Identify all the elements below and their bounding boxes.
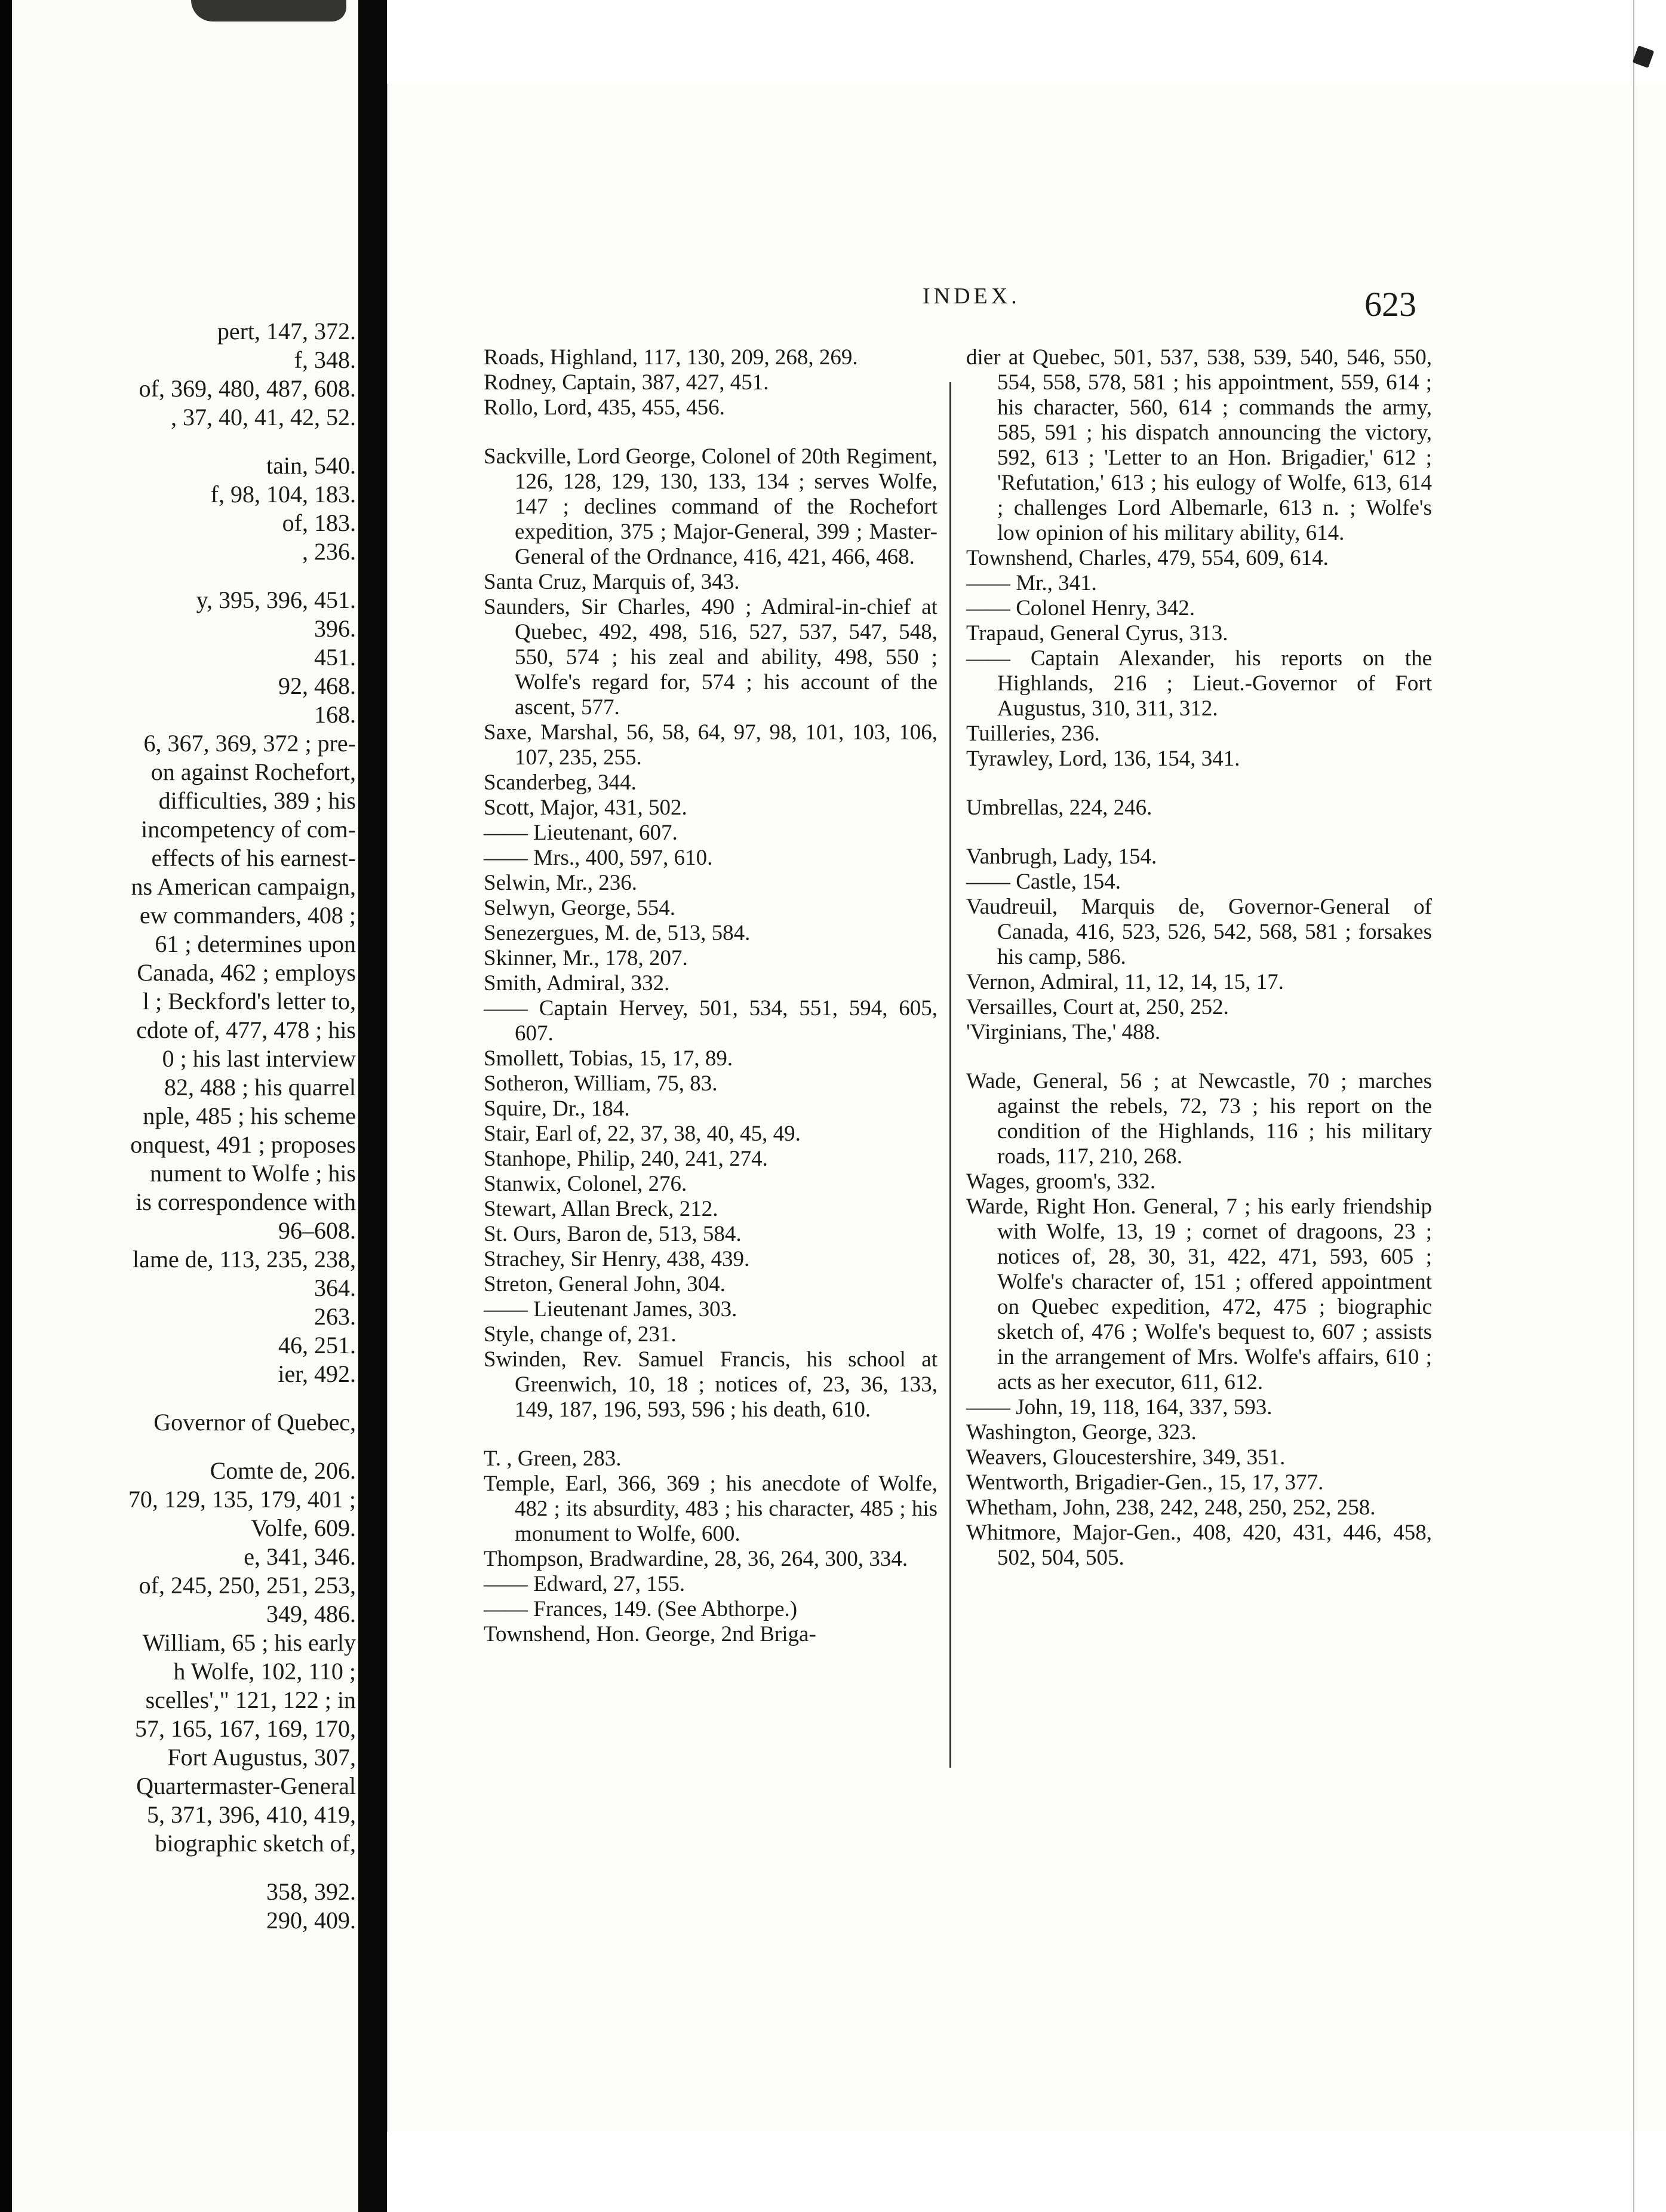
index-entry: Santa Cruz, Marquis of, 343. [484, 570, 740, 594]
left-page-fragment: 168. [314, 701, 356, 728]
left-page-fragment: 358, 392. [266, 1878, 356, 1905]
left-page-fragment: 57, 165, 167, 169, 170, [135, 1715, 356, 1742]
left-page-fragment: scelles'," 121, 122 ; in [145, 1686, 356, 1713]
entry-gap [484, 420, 937, 444]
left-page-fragment: 5, 371, 396, 410, 419, [147, 1801, 356, 1828]
index-entry: Tyrawley, Lord, 136, 154, 341. [966, 746, 1240, 771]
entry-gap [966, 821, 1432, 844]
index-entry: Rodney, Captain, 387, 427, 451. [484, 370, 769, 395]
index-entry: T. , Green, 283. [484, 1446, 622, 1471]
index-entry: 'Virginians, The,' 488. [966, 1020, 1161, 1044]
index-entry: Thompson, Bradwardine, 28, 36, 264, 300, 334. [484, 1547, 908, 1571]
left-page-fragment: Governor of Quebec, [153, 1409, 356, 1436]
index-entry: Warde, Right Hon. General, 7 ; his early friendship with Wolfe, 13, 19 ; cornet of dragoons, 23 ; notices of, 28, 30, 31, 422, 471, 593, 605 ; Wolfe's character of, 151 ; offered appointment on Quebec expedition, 472, 475 ; biographic sketch of, 476 ; Wolfe's bequest to, 607 ; assists in the arrangement of Mrs. Wolfe's affairs, 610 ; acts as her executor, 611, 612. [966, 1194, 1432, 1394]
index-entry: Smith, Admiral, 332. [484, 971, 670, 996]
index-entry: —— John, 19, 118, 164, 337, 593. [966, 1395, 1272, 1420]
left-page-fragment: nple, 485 ; his scheme [143, 1102, 356, 1129]
index-entry: Vanbrugh, Lady, 154. [966, 844, 1157, 869]
index-entry: Swinden, Rev. Samuel Francis, his school at Greenwich, 10, 18 ; notices of, 23, 36, 133, 149, 187, 196, 593, 596 ; his death, 610. [484, 1347, 937, 1422]
left-page-fragment: ew commanders, 408 ; [139, 902, 356, 929]
left-page-fragment: William, 65 ; his early [142, 1629, 356, 1656]
index-entry: Vaudreuil, Marquis de, Governor-General of Canada, 416, 523, 526, 542, 568, 581 ; forsakes his camp, 586. [966, 895, 1432, 969]
index-entry: —— Frances, 149. (See Abthorpe.) [484, 1597, 798, 1621]
index-entry: —— Castle, 154. [966, 870, 1121, 894]
index-entry: Selwin, Mr., 236. [484, 871, 637, 895]
left-page-fragment: Canada, 462 ; employs [137, 959, 356, 986]
index-entry: Versailles, Court at, 250, 252. [966, 995, 1229, 1019]
left-page-fragment: Comte de, 206. [210, 1457, 356, 1484]
index-entry: Skinner, Mr., 178, 207. [484, 946, 688, 970]
running-title: INDEX. [923, 284, 1020, 309]
index-entry: —— Colonel Henry, 342. [966, 596, 1195, 620]
left-page-fragment: of, 245, 250, 251, 253, [139, 1572, 356, 1599]
index-entry: Selwyn, George, 554. [484, 896, 675, 920]
left-page-fragment: 92, 468. [278, 672, 356, 699]
left-page-fragment: 96–608. [278, 1217, 356, 1244]
index-entry: Whitmore, Major-Gen., 408, 420, 431, 446, 458, 502, 504, 505. [966, 1520, 1432, 1570]
index-column-2 [966, 345, 1432, 1571]
index-entry: —— Lieutenant, 607. [484, 821, 678, 845]
left-page-fragment: incompetency of com- [141, 816, 356, 843]
index-entry: Tuilleries, 236. [966, 721, 1100, 746]
index-entry: Townshend, Hon. George, 2nd Briga- [484, 1622, 816, 1646]
index-entry: Roads, Highland, 117, 130, 209, 268, 269. [484, 345, 858, 370]
left-page-fragment: 46, 251. [278, 1332, 356, 1359]
left-page-fragment: ns American campaign, [131, 873, 356, 900]
index-entry: Saxe, Marshal, 56, 58, 64, 97, 98, 101, 103, 106, 107, 235, 255. [484, 720, 937, 770]
index-entry: Stair, Earl of, 22, 37, 38, 40, 45, 49. [484, 1122, 801, 1146]
left-page-fragment: biographic sketch of, [155, 1830, 356, 1857]
index-entry: —— Lieutenant James, 303. [484, 1297, 737, 1322]
left-page-fragment: f, 98, 104, 183. [210, 481, 356, 508]
index-entry: Style, change of, 231. [484, 1322, 677, 1347]
left-page-fragment: pert, 147, 372. [217, 318, 356, 345]
left-page-fragment: , 236. [302, 538, 356, 565]
index-entry: Stanwix, Colonel, 276. [484, 1172, 687, 1196]
index-entry: Temple, Earl, 366, 369 ; his anecdote of Wolfe, 482 ; its absurdity, 483 ; his character, 485 ; his monument to Wolfe, 600. [484, 1471, 937, 1546]
left-page-fragment: effects of his earnest- [151, 844, 356, 871]
left-page-fragment: of, 369, 480, 487, 608. [139, 375, 356, 402]
page-number: 623 [1364, 285, 1416, 324]
left-page-fragment: 451. [314, 644, 356, 671]
scan-edge [0, 0, 12, 2212]
index-entry: St. Ours, Baron de, 513, 584. [484, 1222, 742, 1246]
index-column-1 [484, 345, 937, 1647]
index-entry: Smollett, Tobias, 15, 17, 89. [484, 1046, 733, 1071]
index-entry: Saunders, Sir Charles, 490 ; Admiral-in-chief at Quebec, 492, 498, 516, 527, 537, 547, 548, 550, 574 ; his zeal and ability, 498, 550 ; Wolfe's regard for, 574 ; his account of the ascent, 577. [484, 595, 937, 720]
left-page-fragment: onquest, 491 ; proposes [130, 1131, 356, 1158]
left-page-fragment: difficulties, 389 ; his [158, 787, 356, 814]
left-page-fragment: ier, 492. [278, 1360, 356, 1387]
index-entry: Scanderbeg, 344. [484, 770, 637, 795]
left-page-fragment: of, 183. [282, 509, 356, 536]
index-entry: Whetham, John, 238, 242, 248, 250, 252, 258. [966, 1495, 1376, 1520]
corner-mark [1633, 45, 1655, 68]
index-entry: Washington, George, 323. [966, 1420, 1197, 1445]
index-entry: Weavers, Gloucestershire, 349, 351. [966, 1445, 1286, 1470]
index-entry: Vernon, Admiral, 11, 12, 14, 15, 17. [966, 970, 1284, 994]
left-page-fragment: , 37, 40, 41, 42, 52. [171, 404, 356, 431]
index-entry: Stewart, Allan Breck, 212. [484, 1197, 718, 1221]
index-entry: Senezergues, M. de, 513, 584. [484, 921, 751, 945]
book-gutter [358, 0, 387, 2212]
left-page-fragment: on against Rochefort, [150, 758, 356, 785]
column-rule [949, 382, 951, 1768]
left-page-fragment: 61 ; determines upon [155, 930, 356, 957]
index-entry: Wade, General, 56 ; at Newcastle, 70 ; marches against the rebels, 72, 73 ; his report on the condition of the Highlands, 116 ; his military roads, 117, 210, 268. [966, 1069, 1432, 1169]
index-entry: —— Mrs., 400, 597, 610. [484, 846, 713, 870]
left-page-fragment: 364. [314, 1274, 356, 1301]
left-page-fragment: is correspondence with [136, 1188, 356, 1215]
index-entry: Wages, groom's, 332. [966, 1169, 1156, 1194]
left-page-fragment: 6, 367, 369, 372 ; pre- [143, 730, 356, 757]
index-entry: Sackville, Lord George, Colonel of 20th Regiment, 126, 128, 129, 130, 133, 134 ; serves Wolfe, 147 ; declines command of the Rochefort expedition, 375 ; Major-General, 399 ; Master-General of the Ordnance, 416, 421, 466, 468. [484, 444, 937, 569]
index-entry: Squire, Dr., 184. [484, 1096, 630, 1121]
index-entry: Streton, General John, 304. [484, 1272, 726, 1297]
scan-blot [191, 0, 346, 21]
left-page-fragment: tain, 540. [266, 452, 356, 479]
index-entry: Stanhope, Philip, 240, 241, 274. [484, 1147, 768, 1171]
index-entry: Rollo, Lord, 435, 455, 456. [484, 395, 725, 420]
left-page-fragment: e, 341, 346. [244, 1543, 356, 1570]
left-page-fragment: h Wolfe, 102, 110 ; [173, 1658, 356, 1685]
left-page-fragment: 290, 409. [266, 1907, 356, 1934]
left-page-fragment: 82, 488 ; his quarrel [164, 1074, 356, 1101]
index-entry: —— Edward, 27, 155. [484, 1572, 686, 1596]
left-page-fragment: nument to Wolfe ; his [150, 1160, 356, 1187]
left-page-fragment: 349, 486. [266, 1600, 356, 1627]
entry-gap [966, 772, 1432, 795]
left-page-fragment: cdote of, 477, 478 ; his [136, 1016, 356, 1043]
left-page [12, 0, 358, 2212]
index-entry: dier at Quebec, 501, 537, 538, 539, 540, 546, 550, 554, 558, 578, 581 ; his appointment, 559, 614 ; his character, 560, 614 ; commands the army, 585, 591 ; his dispatch announcing the victory, 592, 613 ; 'Letter to an Hon. Brigadier,' 612 ; 'Refutation,' 613 ; his eulogy of Wolfe, 613, 614 ; challenges Lord Albemarle, 613 n. ; Wolfe's low opinion of his military ability, 614. [966, 345, 1432, 545]
left-page-fragment: l ; Beckford's letter to, [142, 988, 356, 1015]
left-page-fragment: 263. [314, 1303, 356, 1330]
page-edge [1633, 0, 1634, 2212]
left-page-fragment: f, 348. [294, 346, 356, 373]
left-page-fragment: Volfe, 609. [251, 1514, 356, 1541]
entry-gap [966, 1045, 1432, 1069]
left-page-fragment: Fort Augustus, 307, [167, 1744, 356, 1771]
left-page-fragment: y, 395, 396, 451. [196, 586, 356, 613]
index-entry: —— Captain Alexander, his reports on the Highlands, 216 ; Lieut.-Governor of Fort Augustus, 310, 311, 312. [966, 646, 1432, 721]
index-entry: —— Mr., 341. [966, 571, 1097, 595]
index-entry: —— Captain Hervey, 501, 534, 551, 594, 605, 607. [484, 996, 937, 1046]
left-page-fragment: lame de, 113, 235, 238, [132, 1246, 356, 1273]
entry-gap [484, 1423, 937, 1446]
left-page-fragment: 70, 129, 135, 179, 401 ; [128, 1486, 356, 1513]
index-entry: Trapaud, General Cyrus, 313. [966, 621, 1228, 646]
left-page-fragment: Quartermaster-General [136, 1772, 356, 1799]
index-entry: Townshend, Charles, 479, 554, 609, 614. [966, 546, 1329, 570]
index-entry: Umbrellas, 224, 246. [966, 795, 1152, 820]
left-page-fragment: 396. [314, 615, 356, 642]
index-entry: Scott, Major, 431, 502. [484, 795, 687, 820]
left-page-fragment: 0 ; his last interview [162, 1045, 356, 1072]
index-entry: Wentworth, Brigadier-Gen., 15, 17, 377. [966, 1470, 1324, 1495]
index-entry: Sotheron, William, 75, 83. [484, 1071, 718, 1096]
index-entry: Strachey, Sir Henry, 438, 439. [484, 1247, 750, 1271]
